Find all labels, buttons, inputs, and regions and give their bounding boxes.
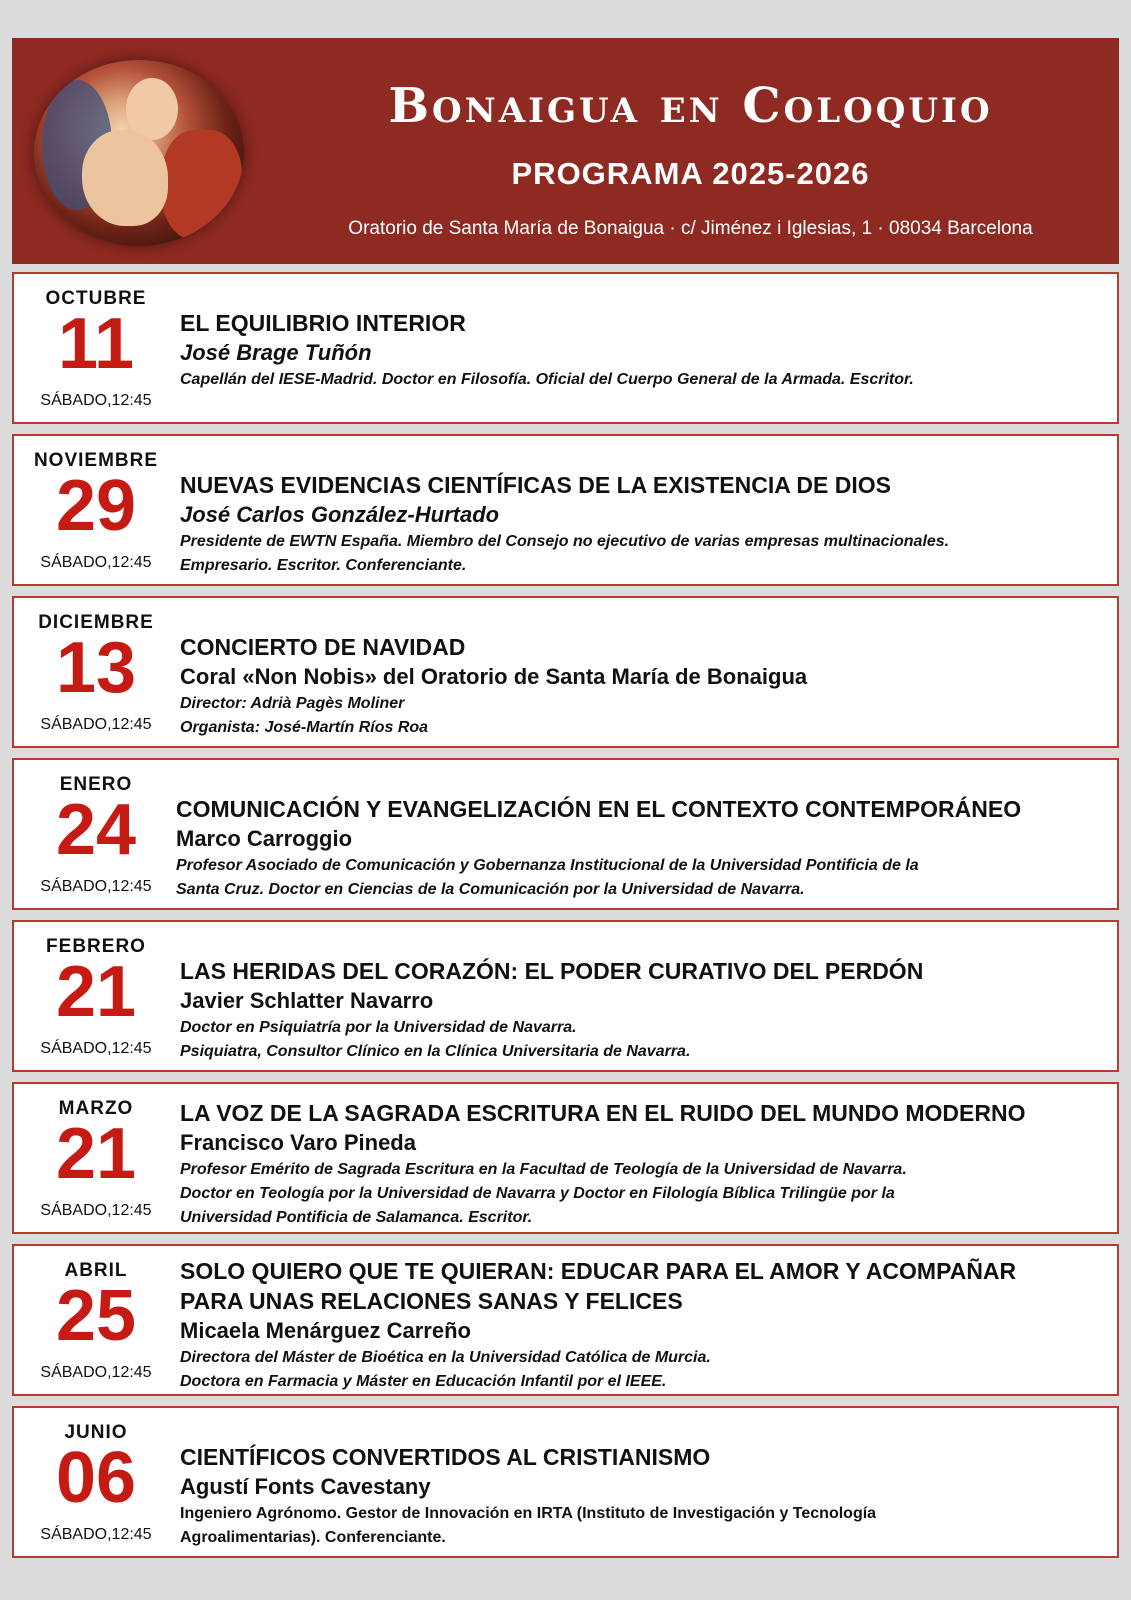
event-speaker: Coral «Non Nobis» del Oratorio de Santa María de Bonaigua <box>180 664 808 689</box>
event-speaker: Micaela Menárguez Carreño <box>180 1318 471 1343</box>
event-month: DICIEMBRE <box>38 612 154 633</box>
event-description: Doctora en Farmacia y Máster en Educación Infantil por el IEEE. <box>180 1373 667 1390</box>
event-description: Directora del Máster de Bioética en la Universidad Católica de Murcia. <box>180 1349 711 1366</box>
event-month: MARZO <box>58 1098 134 1119</box>
event-description: Director: Adrià Pagès Moliner <box>180 695 405 712</box>
event-date <box>14 760 178 908</box>
event-list <box>12 272 1119 1568</box>
event-card <box>12 1082 1119 1234</box>
event-description: Presidente de EWTN España. Miembro del Consejo no ejecutivo de varias empresas multinacionales. <box>180 533 950 550</box>
event-speaker: Francisco Varo Pineda <box>180 1130 416 1155</box>
event-date <box>14 436 178 584</box>
program-subtitle: PROGRAMA 2025-2026 <box>511 156 870 191</box>
event-card <box>12 920 1119 1072</box>
event-description: Doctor en Psiquiatría por la Universidad de Navarra. <box>180 1019 577 1036</box>
event-month: NOVIEMBRE <box>33 450 159 471</box>
madonna-medallion-image <box>34 60 244 246</box>
event-time: SÁBADO,12:45 <box>40 878 152 895</box>
event-title: NUEVAS EVIDENCIAS CIENTÍFICAS DE LA EXISTENCIA DE DIOS <box>180 472 891 498</box>
event-time: SÁBADO,12:45 <box>40 392 152 409</box>
event-day: 29 <box>55 466 137 546</box>
event-date <box>14 1084 178 1232</box>
event-title: SOLO QUIERO QUE TE QUIERAN: EDUCAR PARA EL AMOR Y ACOMPAÑAR <box>180 1258 1017 1284</box>
event-title: LA VOZ DE LA SAGRADA ESCRITURA EN EL RUIDO DEL MUNDO MODERNO <box>180 1100 1026 1126</box>
event-description: Doctor en Teología por la Universidad de Navarra y Doctor en Filología Bíblica Trilingüe por la <box>180 1185 895 1202</box>
event-date <box>14 598 178 746</box>
event-day: 06 <box>55 1438 137 1518</box>
event-title-continued: PARA UNAS RELACIONES SANAS Y FELICES <box>180 1288 683 1314</box>
event-month: JUNIO <box>64 1422 128 1443</box>
event-time: SÁBADO,12:45 <box>40 1040 152 1057</box>
event-description: Universidad Pontificia de Salamanca. Escritor. <box>180 1209 533 1226</box>
event-description: Profesor Emérito de Sagrada Escritura en la Facultad de Teología de la Universidad de Navarra. <box>180 1161 907 1178</box>
event-title: COMUNICACIÓN Y EVANGELIZACIÓN EN EL CONTEXTO CONTEMPORÁNEO <box>176 796 1022 822</box>
event-speaker: José Carlos González-Hurtado <box>180 502 500 527</box>
event-title: EL EQUILIBRIO INTERIOR <box>180 310 466 336</box>
event-day: 25 <box>55 1276 137 1356</box>
event-date <box>14 1408 178 1556</box>
event-card <box>12 1244 1119 1396</box>
event-description: Empresario. Escritor. Conferenciante. <box>180 557 467 574</box>
event-speaker: José Brage Tuñón <box>180 340 372 365</box>
event-card <box>12 272 1119 424</box>
event-speaker: Javier Schlatter Navarro <box>180 988 434 1013</box>
event-description: Psiquiatra, Consultor Clínico en la Clínica Universitaria de Navarra. <box>180 1043 691 1060</box>
event-date <box>14 274 178 422</box>
event-description: Profesor Asociado de Comunicación y Gobernanza Institucional de la Universidad Pontificia de la <box>176 857 919 874</box>
event-time: SÁBADO,12:45 <box>40 716 152 733</box>
header-banner <box>12 38 1119 264</box>
event-date <box>14 922 178 1070</box>
page-title: Bonaigua en Coloquio <box>388 78 993 134</box>
event-month: ABRIL <box>64 1260 128 1281</box>
venue-address: Oratorio de Santa María de Bonaigua · c/ Jiménez i Iglesias, 1 · 08034 Barcelona <box>348 218 1033 239</box>
event-day: 24 <box>55 790 137 870</box>
event-day: 21 <box>55 952 137 1032</box>
event-day: 13 <box>55 628 137 708</box>
event-time: SÁBADO,12:45 <box>40 1202 152 1219</box>
event-speaker: Marco Carroggio <box>176 826 353 851</box>
event-description: Santa Cruz. Doctor en Ciencias de la Comunicación por la Universidad de Navarra. <box>176 881 805 898</box>
event-description: Agroalimentarias). Conferenciante. <box>180 1529 446 1546</box>
event-month: OCTUBRE <box>45 288 147 309</box>
event-description: Capellán del IESE-Madrid. Doctor en Filosofía. Oficial del Cuerpo General de la Armada. Escritor. <box>180 371 914 388</box>
event-time: SÁBADO,12:45 <box>40 1364 152 1381</box>
event-title: CONCIERTO DE NAVIDAD <box>180 634 466 660</box>
event-card <box>12 1406 1119 1558</box>
event-month: ENERO <box>59 774 133 795</box>
event-card <box>12 596 1119 748</box>
event-card <box>12 434 1119 586</box>
event-title: CIENTÍFICOS CONVERTIDOS AL CRISTIANISMO <box>180 1444 711 1470</box>
event-card <box>12 758 1119 910</box>
event-month: FEBRERO <box>46 936 146 957</box>
event-time: SÁBADO,12:45 <box>40 554 152 571</box>
event-title: LAS HERIDAS DEL CORAZÓN: EL PODER CURATIVO DEL PERDÓN <box>180 958 924 984</box>
event-date <box>14 1246 178 1394</box>
event-description: Organista: José-Martín Ríos Roa <box>180 719 429 736</box>
event-day: 21 <box>55 1114 137 1194</box>
event-time: SÁBADO,12:45 <box>40 1526 152 1543</box>
event-day: 11 <box>57 304 135 384</box>
event-speaker: Agustí Fonts Cavestany <box>180 1474 431 1499</box>
event-description: Ingeniero Agrónomo. Gestor de Innovación en IRTA (Instituto de Investigación y Tecnología <box>180 1505 877 1522</box>
